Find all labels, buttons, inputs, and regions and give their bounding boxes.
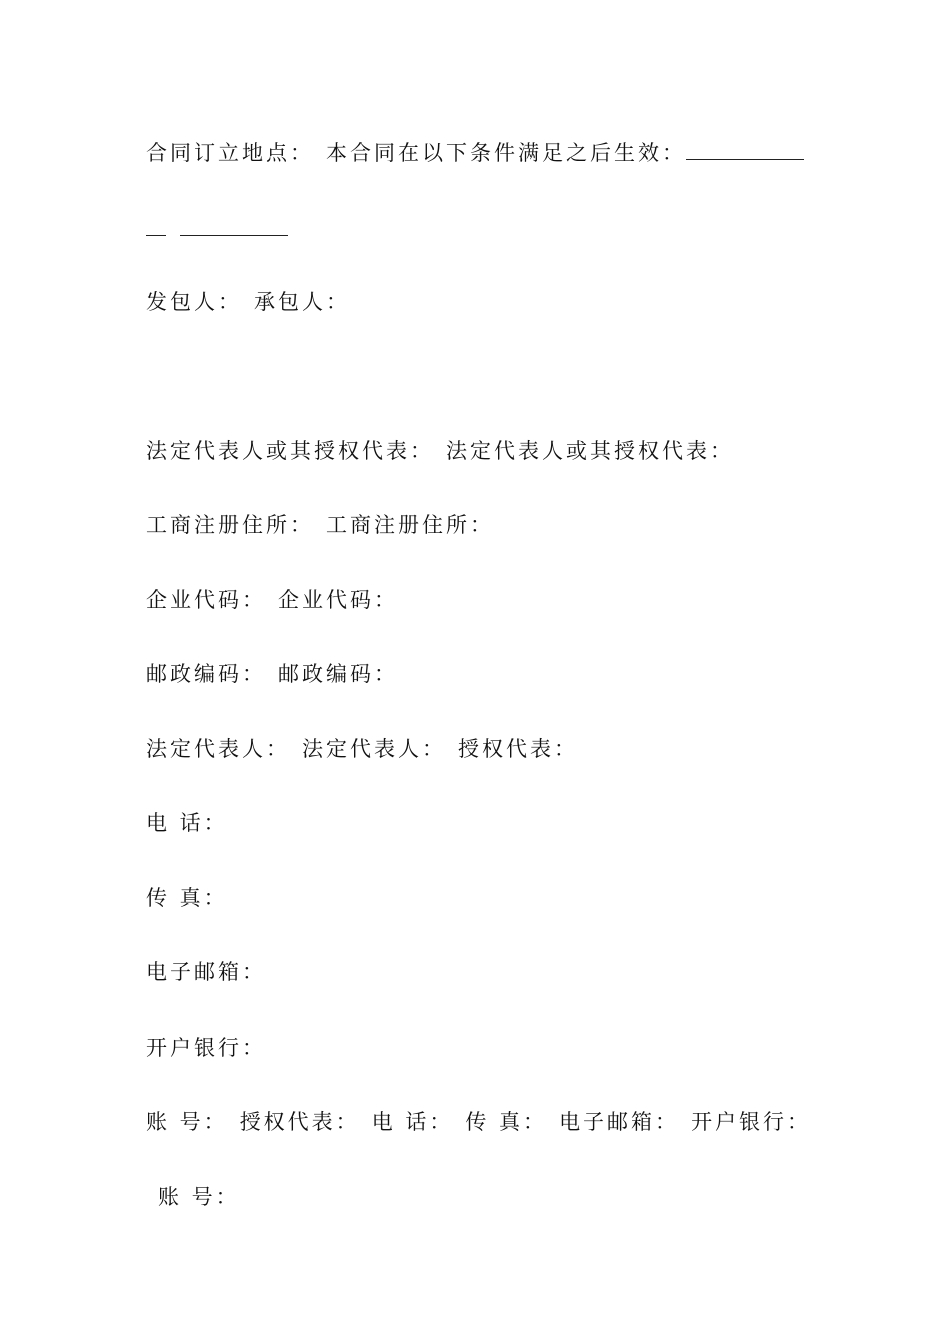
bank-line (146, 1033, 266, 1063)
account-line-2 (158, 1182, 240, 1212)
legal-rep-label-1: 法定代表人或其授权代表： (146, 439, 434, 463)
blank-continuation-line (146, 214, 288, 244)
blank-line (686, 139, 804, 160)
phone-label-2: 电 话： (371, 1110, 454, 1134)
employer-label: 发包人： (146, 290, 242, 314)
email-label-2: 电子邮箱： (559, 1110, 680, 1134)
email-label: 电子邮箱： (146, 960, 266, 984)
postal-code-line (146, 659, 398, 689)
contract-place-line (146, 138, 804, 168)
legal-representative-label-1: 法定代表人： (146, 737, 290, 761)
fax-line (146, 883, 228, 913)
blank-line (146, 215, 166, 236)
bank-label: 开户银行： (146, 1036, 266, 1060)
phone-label: 电 话： (146, 811, 228, 835)
account-label: 账 号： (146, 1110, 228, 1134)
authorized-rep-label-2: 授权代表： (239, 1110, 360, 1134)
bank-label-2: 开户银行： (691, 1110, 812, 1134)
phone-line (146, 808, 228, 838)
registered-address-label-1: 工商注册住所： (146, 513, 314, 537)
fax-label-2: 传 真： (465, 1110, 548, 1134)
legal-representative-line (146, 734, 578, 764)
contractor-label: 承包人： (254, 290, 350, 314)
enterprise-code-label-1: 企业代码： (146, 588, 266, 612)
account-combined-line (146, 1107, 811, 1137)
legal-rep-line (146, 436, 734, 466)
contract-place-label: 合同订立地点： (146, 141, 314, 165)
enterprise-code-line (146, 585, 398, 615)
legal-representative-label-2: 法定代表人： (302, 737, 446, 761)
registered-address-line (146, 510, 494, 540)
authorized-rep-label: 授权代表： (458, 737, 578, 761)
fax-label: 传 真： (146, 886, 228, 910)
legal-rep-label-2: 法定代表人或其授权代表： (446, 439, 734, 463)
registered-address-label-2: 工商注册住所： (326, 513, 494, 537)
enterprise-code-label-2: 企业代码： (278, 588, 398, 612)
account-label-2: 账 号： (158, 1185, 240, 1209)
postal-code-label-1: 邮政编码： (146, 662, 266, 686)
blank-line (180, 215, 288, 236)
postal-code-label-2: 邮政编码： (278, 662, 398, 686)
effective-condition-label: 本合同在以下条件满足之后生效： (326, 141, 686, 165)
parties-line (146, 287, 350, 317)
email-line (146, 957, 266, 987)
